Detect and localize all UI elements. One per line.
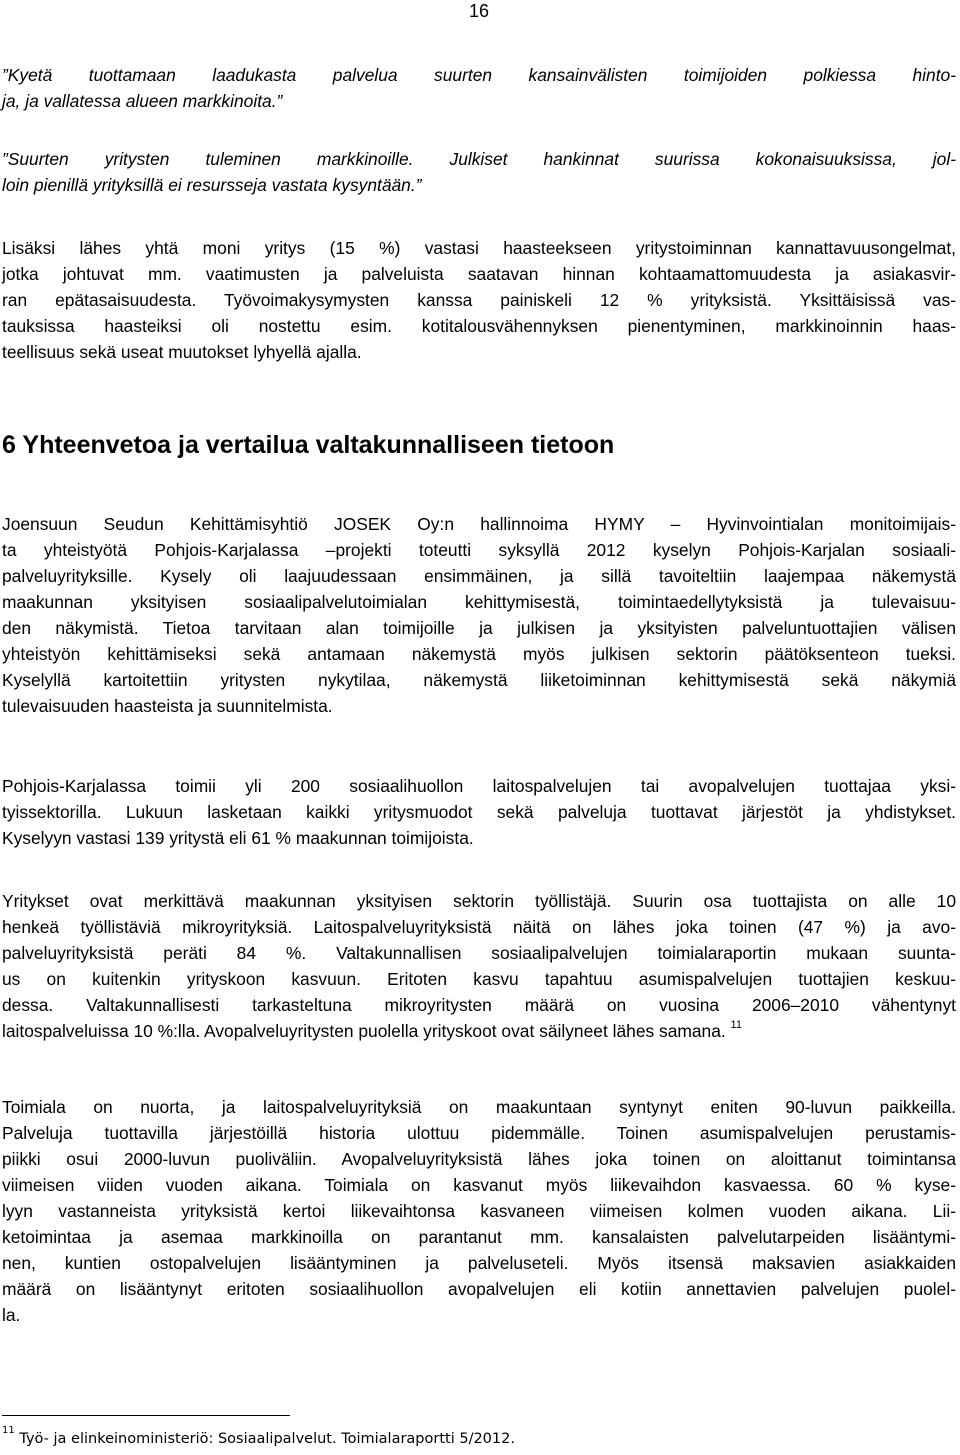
text-line: Yritykset ovat merkittävä maakunnan yksityisen sektorin työllistäjä. Suurin osa tuottajista on alle 10 xyxy=(2,891,956,911)
text-line: us on kuitenkin yrityskoon kasvuun. Eritoten kasvu tapahtuu asumispalvelujen tuottajien keskuu- xyxy=(2,969,956,989)
text-line: maakunnan yksityisen sosiaalipalvelutoimialan kehittymisestä, toimintaedellytyksistä ja tulevaisuu- xyxy=(2,592,956,612)
footnote xyxy=(2,1425,515,1449)
paragraph-toimijat xyxy=(2,773,956,851)
text-line: ran epätasaisuudesta. Työvoimakysymysten kanssa painiskeli 12 % yrityksistä. Yksittäisissä vas- xyxy=(2,290,956,310)
text-line: piikki osui 2000-luvun puoliväliin. Avopalveluyrityksistä lähes joka toinen on aloittanut toimintansa xyxy=(2,1149,956,1169)
page-number: 16 xyxy=(469,1,490,21)
text-line: Toimiala on nuorta, ja laitospalveluyrityksiä on maakuntaan syntynyt eniten 90-luvun paikkeilla. xyxy=(2,1097,956,1117)
footnote-number: 11 xyxy=(2,1425,15,1436)
text-line: ”Suurten yritysten tuleminen markkinoille. Julkiset hankinnat suurissa kokonaisuuksissa, jol- xyxy=(2,149,956,169)
text-line: yhteistyön kehittämiseksi sekä antamaan näkemystä myös julkisen sektorin päätöksenteon tueksi. xyxy=(2,644,956,664)
text-line: teellisuus sekä useat muutokset lyhyellä ajalla. xyxy=(2,342,362,362)
text-line: Kyselyyn vastasi 139 yritystä eli 61 % maakunnan toimijoista. xyxy=(2,828,474,848)
paragraph-toimiala xyxy=(2,1094,956,1328)
text-line: Joensuun Seudun Kehittämisyhtiö JOSEK Oy:n hallinnoima HYMY – Hyvinvointialan monitoimijais- xyxy=(2,514,956,534)
text-line: ”Kyetä tuottamaan laadukasta palvelua suurten kansainvälisten toimijoiden polkiessa hinto- xyxy=(2,65,956,85)
text-line-content: laitospalveluissa 10 %:lla. Avopalveluyritysten puolella yrityskoot ovat säilyneet lähes samana. xyxy=(2,1021,731,1041)
text-line: palveluyrityksistä peräti 84 %. Valtakunnallisen sosiaalipalvelujen toimialaraportin mukaan suunta- xyxy=(2,943,956,963)
text-line: tauksissa haasteiksi oli nostettu esim. kotitalousvähennyksen pienentyminen, markkinoinnin haas- xyxy=(2,316,956,336)
footnote-reference[interactable]: 11 xyxy=(730,1019,742,1031)
text-line: ta yhteistyötä Pohjois-Karjalassa –projekti toteutti syksyllä 2012 kyselyn Pohjois-Karjalan sosiaali- xyxy=(2,540,956,560)
text-line: dessa. Valtakunnallisesti tarkasteltuna mikroyritysten määrä on vuosina 2006–2010 vähentynyt xyxy=(2,995,956,1015)
text-line: lyyn vastanneista yrityksistä kertoi liikevaihtonsa kasvaneen viimeisen kolmen vuoden aikana. Lii- xyxy=(2,1201,956,1221)
text-line: Kyselyllä kartoitettiin yritysten nykytilaa, näkemystä liiketoiminnan kehittymisestä sekä näkymiä xyxy=(2,670,956,690)
text-line: tyissektorilla. Lukuun lasketaan kaikki yritysmuodot sekä palveluja tuottavat järjestöt ja yhdistykset. xyxy=(2,802,956,822)
paragraph-haasteet xyxy=(2,235,956,365)
section-heading: 6 Yhteenvetoa ja vertailua valtakunnalliseen tietoon xyxy=(2,431,615,459)
paragraph-tyollistaja xyxy=(2,888,956,1044)
text-line xyxy=(2,1018,956,1044)
text-line: la. xyxy=(2,1305,21,1325)
text-line: nen, kuntien ostopalvelujen lisääntyminen ja palveluseteli. Myös itsensä maksavien asiakkaiden xyxy=(2,1253,956,1273)
paragraph-hymy-kysely xyxy=(2,511,956,719)
text-line: henkeä työllistäviä mikroyrityksiä. Laitospalveluyrityksistä näitä on lähes joka toinen (47 %) ja avo- xyxy=(2,917,956,937)
text-line: den näkymistä. Tietoa tarvitaan alan toimijoille ja julkisen ja yksityisten palveluntuottajien välisen xyxy=(2,618,956,638)
text-line: viimeisen viiden vuoden aikana. Toimiala on kasvanut myös liikevaihdon kasvaessa. 60 % kyse- xyxy=(2,1175,956,1195)
quote-kyeta xyxy=(2,62,956,114)
text-line: loin pienillä yrityksillä ei resursseja vastata kysyntään.” xyxy=(2,175,422,195)
text-line: tulevaisuuden haasteista ja suunnitelmista. xyxy=(2,696,333,716)
text-line: ja, ja vallatessa alueen markkinoita.” xyxy=(2,91,283,111)
text-line: Palveluja tuottavilla järjestöillä historia ulottuu pidemmälle. Toinen asumispalvelujen perustamis- xyxy=(2,1123,956,1143)
footnote-text: Työ- ja elinkeinoministeriö: Sosiaalipalvelut. Toimialaraportti 5/2012. xyxy=(14,1431,515,1447)
text-line: ketoimintaa ja asemaa markkinoilla on parantanut mm. kansalaisten palvelutarpeiden lisääntymi- xyxy=(2,1227,956,1247)
text-line: Pohjois-Karjalassa toimii yli 200 sosiaalihuollon laitospalvelujen tai avopalvelujen tuottajaa yksi- xyxy=(2,776,956,796)
text-line: palveluyrityksille. Kysely oli laajuudessaan ensimmäinen, ja sillä tavoiteltiin laajempaa näkemystä xyxy=(2,566,956,586)
footnote-separator xyxy=(2,1415,290,1416)
text-line: Lisäksi lähes yhtä moni yritys (15 %) vastasi haasteekseen yritystoiminnan kannattavuusongelmat, xyxy=(2,238,956,258)
quote-suurten-yritysten xyxy=(2,146,956,198)
text-line: määrä on lisääntynyt eritoten sosiaalihuollon avopalvelujen eli kotiin annettavien palvelujen puolel- xyxy=(2,1279,956,1299)
text-line: jotka johtuvat mm. vaatimusten ja palveluista saatavan hinnan kohtaamattomuudesta ja asiakasvir- xyxy=(2,264,956,284)
